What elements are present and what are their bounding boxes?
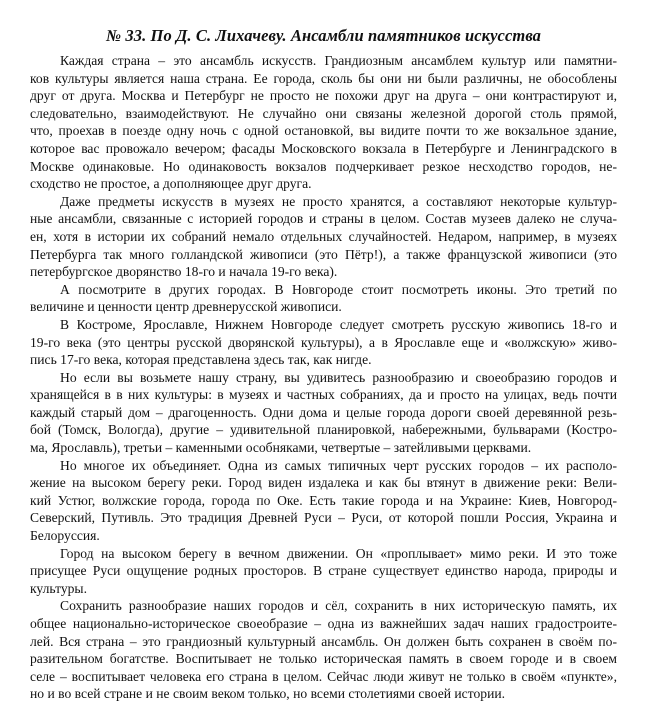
text-line: Каждая страна – это ансамбль искусств. Грандиозным ансамблем культур или памятни- — [60, 53, 617, 68]
text-line: А посмотрите в других городах. В Новгороде стоит посмотреть иконы. Это третий по — [60, 281, 617, 297]
text-line: Даже предметы искусств в музеях не просто хранятся, а составляют некоторые культур- — [60, 193, 617, 209]
text-line: пись 17-го века, которая представлена здесь так, как нигде. — [30, 352, 372, 368]
text-line: ен, хотя в истории их собраний немало отдельных случайностей. Недаром, например, в музеях — [30, 228, 617, 244]
text-line: сходство не простое, а дополняющее друг друга. — [30, 176, 312, 192]
text-line: В Костроме, Ярославле, Нижнем Новгороде следует смотреть русскую живопись 18-го и — [60, 316, 617, 332]
text-line: ма, Ярославль), третьи – каменными особняками, четвертые – затейливыми церквами. — [30, 440, 532, 456]
text-line: присущее Руси ощущение родных просторов. В стране существует единство народа, природы и — [30, 563, 617, 579]
text-line: величине и ценности центр древнерусской живописи. — [30, 299, 342, 315]
text-line: общее национально-историческое своеобразие – одна из важнейших задач наших градостроите- — [30, 616, 617, 631]
text-line: кий Устюг, волжские города, города по Оке. Есть такие города и на Украине: Киев, Новгород- — [30, 492, 617, 508]
text-line: ные ансамбли, связанные с историей городов и страны в целом. Состав музеев далеко не случа- — [30, 211, 617, 227]
text-line: Северский, Путивль. Это традиция Древней Руси – Руси, от которой пошли Россия, Украина и — [30, 510, 617, 526]
text-line: Петербурга так много голландской живописи (это Пётр!), а также французской живописи (это — [30, 246, 617, 262]
text-line: ков культуры является наша страна. Ее города, сколь бы они ни были различны, не обособлены — [30, 70, 617, 86]
text-line: каждый старый дом – драгоценность. Одни дома и целые города дороги своей деревянной резь- — [30, 404, 617, 420]
text-line: разительном богатстве. Воспитывает не только историческая память в своем городе и в своем — [30, 651, 617, 667]
text-line: Город на высоком берегу в вечном движении. Он «проплывает» мимо реки. И это тоже — [60, 545, 617, 561]
text-line: Но если вы возьмете нашу страну, вы удивитесь разнообразию и своеобразию городов и — [60, 369, 617, 385]
text-line: Сохранить разнообразие наших городов и сёл, сохранить в них историческую память, их — [60, 598, 617, 614]
text-line: друг от друга. Москва и Петербург не просто не похожи друг на друга – они контрастируют и, — [30, 88, 617, 104]
text-line: Москве одинаковые. Но одинаковость вокзалов подчеркивает резкое несходство городов, не- — [30, 158, 617, 174]
text-line: жение на высоком берегу реки. Город виден издалека и как бы втянут в движение реки: Вели- — [30, 475, 617, 491]
text-line: культуры. — [30, 580, 87, 596]
document-body — [30, 52, 617, 703]
text-line: которое вас провожало вечером; фасады Московского вокзала в Петербурге и Ленинградского в — [30, 140, 617, 156]
text-line: петербургское дворянство 18-го и начала 19-го века). — [30, 264, 338, 280]
document-title: № 33. По Д. С. Лихачеву. Ансамбли памятников искусства — [105, 26, 542, 45]
text-line: Белоруссия. — [30, 528, 100, 544]
text-line: что, проехав в поезде одну ночь с одной остановкой, вы видите почти то же вокзальное здание, — [30, 123, 617, 139]
text-line: но и во всей стране и не своим веком только, но всеми столетиями своей истории. — [30, 686, 506, 702]
text-line: 19-го века (это центры русской дворянской культуры), а в Ярославле еще и «волжскую» живо- — [30, 334, 617, 350]
text-line: лей. Вся страна – это грандиозный культурный ансамбль. Он должен быть сохранен в своём по- — [30, 633, 617, 649]
text-line: следовательно, взаимодействуют. Не случайно они связаны железной дорогой столь прямой, — [30, 105, 617, 121]
text-line: селе – воспитывает человека его страна в целом. Сейчас люди живут не только в своём «пункте», — [30, 668, 617, 684]
text-line: хранящейся в в них культуры: в музеях и частных собраниях, да и просто на улицах, ведь почти — [30, 387, 617, 403]
text-line: Но многое их объединяет. Одна из самых типичных черт русских городов – их располо- — [60, 457, 617, 473]
text-line: бой (Томск, Вологда), другие – удивительной планировкой, набережными, бульварами (Костро- — [30, 422, 617, 438]
